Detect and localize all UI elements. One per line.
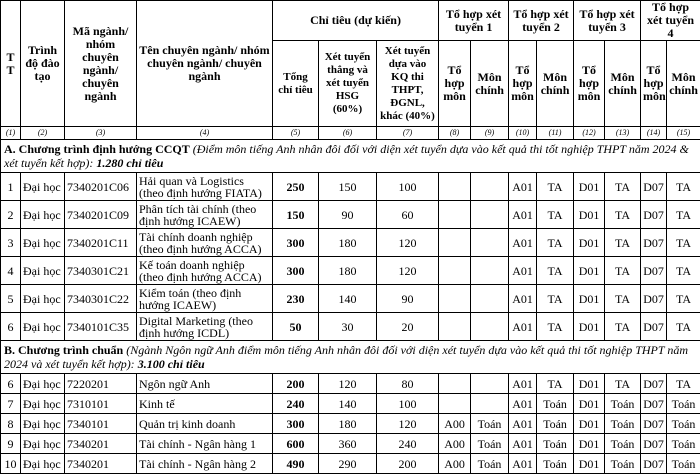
row-tt: 2 [1,201,21,229]
section-b-label: B. Chương trình chuẩn [4,343,123,357]
row-combo2-mon: A01 [509,414,537,434]
row-hsg: 140 [319,285,377,313]
row-code: 7220201 [65,374,137,394]
row-level: Đại học [21,394,65,414]
row-combo2-chinh: Toán [537,434,574,454]
row-combo2-mon: A01 [509,434,537,454]
row-name: Tài chính - Ngân hàng 1 [137,434,273,454]
row-hsg: 150 [319,173,377,201]
row-combo1-chinh [471,229,509,257]
row-combo1-mon [439,229,471,257]
row-combo4-chinh: TA [667,285,700,313]
column-number: (11) [537,127,574,140]
row-level: Đại học [21,285,65,313]
row-combo2-chinh: TA [537,285,574,313]
column-number: (10) [509,127,537,140]
row-combo2-mon: A01 [509,173,537,201]
row-combo3-chinh: TA [605,201,641,229]
row-combo1-chinh: Toán [471,454,509,474]
table-row [1,201,700,229]
column-number: (1) [1,127,21,140]
row-combo2-mon: A01 [509,394,537,414]
header-combo3-mon: Tổ hợp môn [574,41,605,127]
row-combo4-mon: D07 [641,454,667,474]
row-combo3-chinh: TA [605,257,641,285]
row-code: 7340201C06 [65,173,137,201]
row-kq: 60 [377,201,439,229]
row-name: Tài chính - Ngân hàng 2 [137,454,273,474]
header-code: Mã ngành/ nhóm chuyên ngành/ chuyên ngành [65,1,137,127]
table-row [1,414,700,434]
row-total: 300 [273,229,319,257]
header-combo2: Tổ hợp xét tuyển 2 [509,1,574,41]
table-row [1,394,700,414]
table-row [1,257,700,285]
row-kq: 120 [377,257,439,285]
column-number: (9) [471,127,509,140]
row-code: 7340101C35 [65,313,137,341]
row-combo1-mon [439,394,471,414]
row-combo2-mon: A01 [509,257,537,285]
row-combo2-chinh: TA [537,229,574,257]
row-hsg: 180 [319,257,377,285]
row-combo1-mon [439,173,471,201]
row-combo4-chinh: Toán [667,414,700,434]
row-level: Đại học [21,173,65,201]
row-combo2-chinh: Toán [537,414,574,434]
row-combo3-mon: D01 [574,229,605,257]
row-combo3-mon: D01 [574,173,605,201]
row-combo1-chinh [471,394,509,414]
table-row [1,374,700,394]
row-combo4-chinh: Toán [667,394,700,414]
row-combo1-mon [439,313,471,341]
header-quota: Chỉ tiêu (dự kiến) [273,1,439,41]
column-number: (15) [667,127,700,140]
column-number: (12) [574,127,605,140]
row-combo4-chinh: TA [667,313,700,341]
row-combo2-chinh: TA [537,201,574,229]
row-combo4-chinh: Toán [667,434,700,454]
row-hsg: 180 [319,229,377,257]
row-combo4-chinh: TA [667,201,700,229]
row-level: Đại học [21,313,65,341]
row-combo4-mon: D07 [641,414,667,434]
row-combo3-mon: D01 [574,374,605,394]
row-combo3-chinh: TA [605,173,641,201]
row-combo3-mon: D01 [574,454,605,474]
row-combo1-mon [439,374,471,394]
section-a-cell [1,140,700,173]
section-a-label: A. Chương trình định hướng CCQT [4,142,190,156]
row-combo4-chinh: TA [667,374,700,394]
row-tt: 3 [1,229,21,257]
row-combo3-mon: D01 [574,394,605,414]
header-level: Trình độ đào tạo [21,1,65,127]
row-tt: 1 [1,173,21,201]
row-code: 7340201C09 [65,201,137,229]
row-total: 300 [273,257,319,285]
header-quota-total: Tổng chỉ tiêu [273,41,319,127]
row-combo2-mon: A01 [509,201,537,229]
header-combo4: Tổ hợp xét tuyển 4 [641,1,700,41]
header-combo2-mon: Tổ hợp môn [509,41,537,127]
table-row [1,229,700,257]
row-tt: 5 [1,285,21,313]
row-level: Đại học [21,434,65,454]
column-number: (3) [65,127,137,140]
row-combo3-chinh: Toán [605,434,641,454]
row-combo2-mon: A01 [509,313,537,341]
row-combo1-chinh [471,374,509,394]
row-tt: 6 [1,374,21,394]
row-total: 250 [273,173,319,201]
row-hsg: 30 [319,313,377,341]
header-combo1-mon: Tổ hợp môn [439,41,471,127]
row-tt: 9 [1,434,21,454]
row-combo3-chinh: TA [605,285,641,313]
row-code: 7340301C22 [65,285,137,313]
row-combo1-mon: A00 [439,414,471,434]
row-code: 7310101 [65,394,137,414]
row-combo2-chinh: Toán [537,454,574,474]
row-hsg: 360 [319,434,377,454]
row-tt: 6 [1,313,21,341]
row-kq: 90 [377,285,439,313]
row-combo2-mon: A01 [509,229,537,257]
row-combo4-mon: D07 [641,173,667,201]
row-combo2-mon: A01 [509,285,537,313]
row-name: Kế toán doanh nghiệp (theo định hướng ACCA) [137,257,273,285]
row-combo1-chinh [471,201,509,229]
row-name: Kiểm toán (theo định hướng ICAEW) [137,285,273,313]
section-b-row [1,341,700,374]
row-combo3-mon: D01 [574,434,605,454]
row-combo2-mon: A01 [509,454,537,474]
column-number: (5) [273,127,319,140]
section-b-note: (Ngành Ngôn ngữ Anh điểm môn tiếng Anh nhân đôi đối với diện xét tuyển dựa vào kết quả thi tốt nghiệp THPT năm 2024 và xét tuyển kết hợp): [4,343,688,371]
column-number: (4) [137,127,273,140]
row-hsg: 90 [319,201,377,229]
header-combo1-chinh: Môn chính [471,41,509,127]
row-kq: 100 [377,173,439,201]
row-name: Phân tích tài chính (theo định hướng ICAEW) [137,201,273,229]
column-number: (14) [641,127,667,140]
row-combo1-mon [439,285,471,313]
row-kq: 200 [377,454,439,474]
row-combo3-mon: D01 [574,313,605,341]
table-row [1,285,700,313]
row-combo3-chinh: TA [605,229,641,257]
section-b-cell [1,341,700,374]
row-combo1-mon: A00 [439,454,471,474]
header-quota-hsg: Xét tuyển thẳng và xét tuyển HSG (60%) [319,41,377,127]
row-tt: 4 [1,257,21,285]
row-level: Đại học [21,229,65,257]
row-combo3-mon: D01 [574,414,605,434]
row-name: Digital Marketing (theo định hướng ICDL) [137,313,273,341]
section-a-row [1,140,700,173]
row-combo3-chinh: Toán [605,454,641,474]
row-combo4-mon: D07 [641,394,667,414]
header-combo3-chinh: Môn chính [605,41,641,127]
row-combo4-chinh: TA [667,257,700,285]
row-total: 50 [273,313,319,341]
row-hsg: 180 [319,414,377,434]
row-combo3-mon: D01 [574,257,605,285]
row-level: Đại học [21,374,65,394]
row-total: 240 [273,394,319,414]
row-kq: 100 [377,394,439,414]
row-level: Đại học [21,454,65,474]
row-name: Tài chính doanh nghiệp (theo định hướng ACCA) [137,229,273,257]
column-number: (7) [377,127,439,140]
row-kq: 240 [377,434,439,454]
row-combo1-mon: A00 [439,434,471,454]
row-tt: 8 [1,414,21,434]
row-code: 7340201 [65,434,137,454]
row-name: Hải quan và Logistics (theo định hướng FIATA) [137,173,273,201]
row-kq: 120 [377,414,439,434]
row-combo4-chinh: Toán [667,454,700,474]
row-combo4-mon: D07 [641,201,667,229]
row-hsg: 290 [319,454,377,474]
row-combo3-chinh: Toán [605,394,641,414]
column-number: (2) [21,127,65,140]
row-total: 150 [273,201,319,229]
row-kq: 20 [377,313,439,341]
row-combo2-mon: A01 [509,374,537,394]
row-total: 230 [273,285,319,313]
table-row [1,173,700,201]
table-row [1,454,700,474]
row-combo4-mon: D07 [641,434,667,454]
row-combo1-chinh [471,285,509,313]
header-combo2-chinh: Môn chính [537,41,574,127]
row-total: 600 [273,434,319,454]
row-combo1-chinh [471,173,509,201]
row-combo2-chinh: TA [537,374,574,394]
row-level: Đại học [21,201,65,229]
table-row [1,434,700,454]
header-name: Tên chuyên ngành/ nhóm chuyên ngành/ chuyên ngành [137,1,273,127]
row-combo2-chinh: TA [537,173,574,201]
row-hsg: 120 [319,374,377,394]
row-combo4-mon: D07 [641,257,667,285]
row-combo1-chinh: Toán [471,434,509,454]
row-code: 7340101 [65,414,137,434]
section-a-total: 1.280 chỉ tiêu [96,156,163,170]
row-combo1-chinh [471,257,509,285]
row-total: 200 [273,374,319,394]
row-total: 490 [273,454,319,474]
row-combo4-mon: D07 [641,229,667,257]
column-number: (8) [439,127,471,140]
row-combo4-mon: D07 [641,313,667,341]
row-combo4-mon: D07 [641,285,667,313]
row-combo3-mon: D01 [574,285,605,313]
table-row [1,313,700,341]
row-code: 7340201C11 [65,229,137,257]
row-combo3-chinh: TA [605,313,641,341]
row-combo3-chinh: Toán [605,414,641,434]
row-level: Đại học [21,414,65,434]
row-name: Ngôn ngữ Anh [137,374,273,394]
table-body [1,140,700,474]
row-code: 7340301C21 [65,257,137,285]
row-combo1-chinh [471,313,509,341]
header-combo4-chinh: Môn chính [667,41,700,127]
row-tt: 7 [1,394,21,414]
row-combo1-mon [439,257,471,285]
row-name: Quản trị kinh doanh [137,414,273,434]
header-tt: T T [1,1,21,127]
header-combo1: Tổ hợp xét tuyển 1 [439,1,509,41]
row-combo1-chinh: Toán [471,414,509,434]
row-level: Đại học [21,257,65,285]
row-combo2-chinh: TA [537,257,574,285]
row-total: 300 [273,414,319,434]
header-quota-kq: Xét tuyển dựa vào KQ thi THPT, ĐGNL, khác (40%) [377,41,439,127]
row-combo3-mon: D01 [574,201,605,229]
header-combo4-mon: Tổ hợp môn [641,41,667,127]
row-combo3-chinh: TA [605,374,641,394]
row-hsg: 140 [319,394,377,414]
row-combo2-chinh: Toán [537,394,574,414]
row-combo4-mon: D07 [641,374,667,394]
section-a-note: (Điểm môn tiếng Anh nhân đôi đối với diện xét tuyển dựa vào kết quả thi tốt nghiệp THPT năm 2024 & xét tuyển kết hợp): [4,142,689,170]
row-tt: 10 [1,454,21,474]
row-name: Kinh tế [137,394,273,414]
section-b-total: 3.100 chỉ tiêu [138,357,205,371]
row-combo2-chinh: TA [537,313,574,341]
column-number-row [1,127,700,140]
row-combo1-mon [439,201,471,229]
row-kq: 80 [377,374,439,394]
row-kq: 120 [377,229,439,257]
row-code: 7340201 [65,454,137,474]
column-number: (6) [319,127,377,140]
column-number: (13) [605,127,641,140]
row-combo4-chinh: TA [667,229,700,257]
row-combo4-chinh: TA [667,173,700,201]
header-combo3: Tổ hợp xét tuyển 3 [574,1,641,41]
